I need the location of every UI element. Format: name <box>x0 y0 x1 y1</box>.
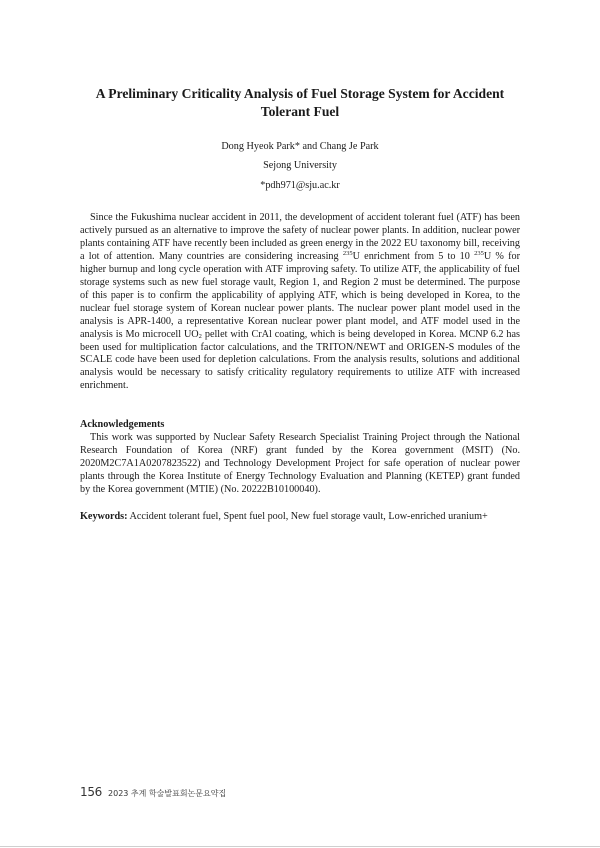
isotope-superscript-2: 235 <box>474 249 484 257</box>
corresponding-email: *pdh971@sju.ac.kr <box>260 180 340 191</box>
oxide-subscript: 2 <box>198 332 202 340</box>
page-number: 156 <box>80 785 103 799</box>
paper-title: A Preliminary Criticality Analysis of Fuel Storage System for Accident Tolerant Fuel <box>95 86 505 119</box>
keywords-line <box>80 510 540 523</box>
abstract-paragraph <box>80 212 520 393</box>
author-list: Dong Hyeok Park* and Chang Je Park <box>221 141 379 152</box>
keywords-text: Accident tolerant fuel, Spent fuel pool, New fuel storage vault, Low-enriched uranium+ <box>129 511 488 522</box>
conference-name: 2023 추계 학술발표회논문요약집 <box>108 789 227 798</box>
abstract-text-2: U enrichment from 5 to 10 <box>352 250 470 262</box>
abstract-text-1: Since the Fukushima nuclear accident in 2011, the development of accident tolerant fuel (ATF) has been actively pursued as an alternative to improve the safety of nuclear power plants. In addition, nuclear power plants containing ATF have recently been included as green energy in the 2022 EU taxonomy bill, receiving a lot of attention. Many countries are considering increasing <box>80 212 520 262</box>
abstract-text-4: pellet with CrAl coating, which is being developed in Korea. MCNP 6.2 has been used for multiplication factor calculations, and the TRITON/NEWT and ORIGEN-S modules of the SCALE code have been used for depletion calculations. From the analysis results, solutions and additional analysis would be necessary to satisfy criticality regulatory requirements to utilize ATF with increased enrichment. <box>80 328 521 392</box>
acknowledgements-heading: Acknowledgements <box>80 419 165 430</box>
affiliation: Sejong University <box>263 160 337 171</box>
isotope-superscript-1: 235 <box>342 249 353 257</box>
abstract-text-3: U % for higher burnup and long cycle operation with ATF improving safety. To utilize ATF, the applicability of fuel storage systems such as new fuel storage vault, Region 1, and Region 2 must be determined. The purpose of this paper is to confirm the applicability of applying ATF, which is being developed in Korea, to the nuclear fuel storage system of Korean nuclear power plants. The nuclear power plant model used in the analysis is APR-1400, a representative Korean nuclear power plant model, and ATF model used in the analysis is Mo microcell UO <box>80 250 520 340</box>
keywords-label: Keywords: <box>80 511 128 522</box>
page-footer <box>80 781 226 800</box>
bottom-divider <box>0 846 600 847</box>
acknowledgements-body: This work was supported by Nuclear Safety Research Specialist Training Project through the National Research Foundation of Korea (NRF) grant funded by the Korea government (MSIT) (No. 2020M2C7A1A0207823522) and Technology Development Project for safe operation of nuclear power plants through the Korea Institute of Energy Technology Evaluation and Planning (KETEP) grant funded by the Korea government (MTIE) (No. 20222B10100040). <box>80 432 520 495</box>
